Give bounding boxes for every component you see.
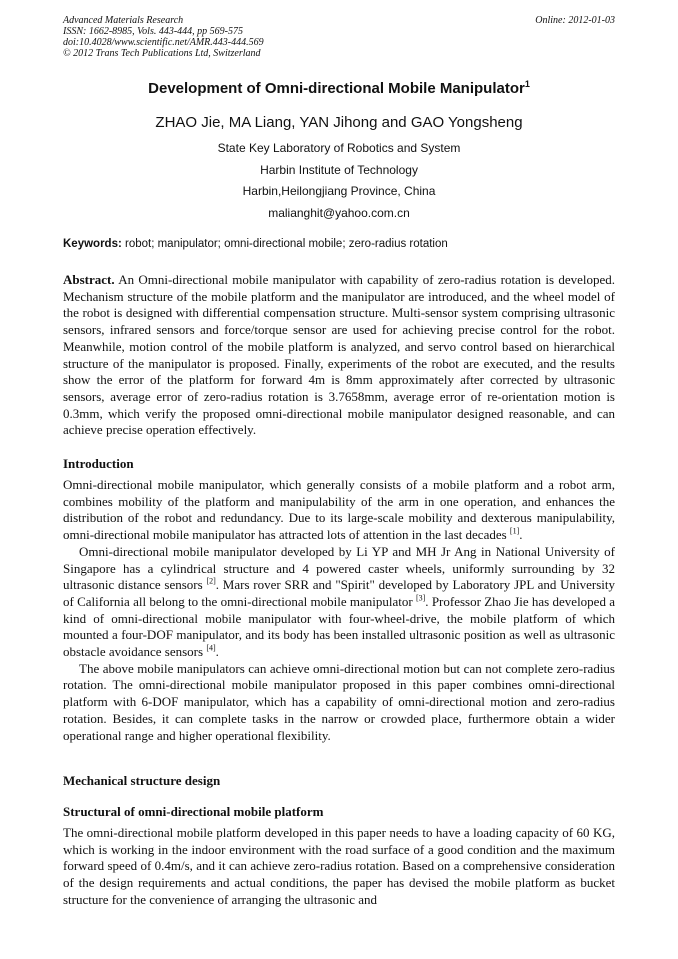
section-heading-mechanical: Mechanical structure design — [63, 773, 221, 788]
affiliation-block — [0, 138, 678, 224]
abstract — [63, 272, 615, 439]
author-list: ZHAO Jie, MA Liang, YAN Jihong and GAO Yongsheng — [155, 114, 523, 131]
citation-ref-1: [1] — [509, 526, 520, 536]
keywords-label: Keywords: — [63, 238, 122, 250]
issn-line: ISSN: 1662-8985, Vols. 443-444, pp 569-575 — [63, 26, 243, 37]
journal-header — [63, 15, 615, 59]
title-text: Development of Omni-directional Mobile Manipulator — [148, 80, 525, 97]
intro-paragraph-3: The above mobile manipulators can achieve omni-directional motion but can not complete zero-radius rotation. The omni-directional mobile manipulator proposed in this paper combines omni-directional platform with 6-DOF manipulator, which has a capability of omni-directional motion and zero-radius rotation. Besides, it can complete tasks in the narrow or crowded place, furthermore obtain a wider operational range and higher operational flexibility. — [63, 660, 615, 743]
abstract-text: An Omni-directional mobile manipulator with capability of zero-radius rotation is developed. Mechanism structure of the mobile platform and the manipulator are introduced, and the wheel model of the robot is designed with differential compensation structure. Multi-sensor system comprising ultrasonic sensors, infrared sensors and force/torque sensor are used for achieving precise control for the robot. Meanwhile, motion control of the mobile platform is analyzed, and servo control based on hierarchical structure of the manipulator is proposed. Finally, experiments of the robot are executed, and the results show the error of the platform for forward 4m is 8mm approximately after corrected by ultrasonic sensors, average error of zero-radius rotation is 3.7658mm, average error of re-orientation motion is 0.3mm, which verify the proposed omni-directional mobile manipulator designed reasonable, and can achieve precise operation effectively. — [63, 272, 615, 438]
affiliation-lab: State Key Laboratory of Robotics and System — [217, 141, 461, 155]
paper-title — [0, 80, 678, 97]
mechanical-paragraph-1: The omni-directional mobile platform developed in this paper needs to have a loading capacity of 60 KG, which is working in the indoor environment with the road surface of a good condition and the maximum forward speed of 0.4m/s, and it can achieve zero-radius rotation. Based on a comprehensive consideration of the design requirements and actual conditions, the paper has devised the mobile platform as bucket structure for the convenience of arranging the ultrasonic and — [63, 825, 615, 907]
intro-paragraph-1: Omni-directional mobile manipulator, which generally consists of a mobile platform and a robot arm, combines mobility of the platform and manipulability of the arm in one operation, and enhances the distribution of the robot and redundancy. Due to its large-scale mobility and dexterous manipulability, omni-directional mobile manipulator has attracted lots of attention in the last decades [1]. — [63, 477, 615, 543]
subsection-heading-platform: Structural of omni-directional mobile platform — [63, 804, 324, 819]
introduction-body — [63, 477, 615, 744]
keywords — [63, 238, 615, 250]
affiliation-institute: Harbin Institute of Technology — [260, 162, 418, 177]
keywords-text: robot; manipulator; omni-directional mobile; zero-radius rotation — [121, 238, 448, 250]
affiliation-city: Harbin,Heilongjiang Province, China — [242, 184, 436, 198]
citation-ref-3: [3] — [415, 593, 426, 603]
intro-paragraph-2: Omni-directional mobile manipulator developed by Li YP and MH Jr Ang in National University of Singapore has a cylindrical structure and 4 powered caster wheels, uniformly surrounding by 32 ultrasonic distance sensors [2]. Mars rover SRR and "Spirit" developed by Laboratory JPL and University of California all belong to the omni-directional mobile manipulator [3]. Professor Zhao Jie has developed a kind of omni-directional mobile manipulator with four-wheel-drive, the mobile platform of which mounted a four-DOF manipulator, and its body has been installed ultrasonic position as well as ultrasonic obstacle avoidance sensors [4]. — [63, 543, 615, 660]
section-heading-introduction: Introduction — [63, 456, 134, 471]
citation-ref-4: [4] — [206, 643, 216, 653]
copyright-line: © 2012 Trans Tech Publications Ltd, Switzerland — [63, 48, 261, 59]
journal-name: Advanced Materials Research — [63, 15, 184, 26]
citation-ref-2: [2] — [206, 576, 216, 586]
online-date: Online: 2012-01-03 — [535, 15, 615, 26]
abstract-label: Abstract. — [63, 272, 115, 287]
doi-line: doi:10.4028/www.scientific.net/AMR.443-444.569 — [63, 37, 264, 48]
title-footnote-mark: 1 — [524, 79, 530, 89]
author-email: malianghit@yahoo.com.cn — [268, 205, 410, 220]
mechanical-body — [63, 825, 615, 909]
